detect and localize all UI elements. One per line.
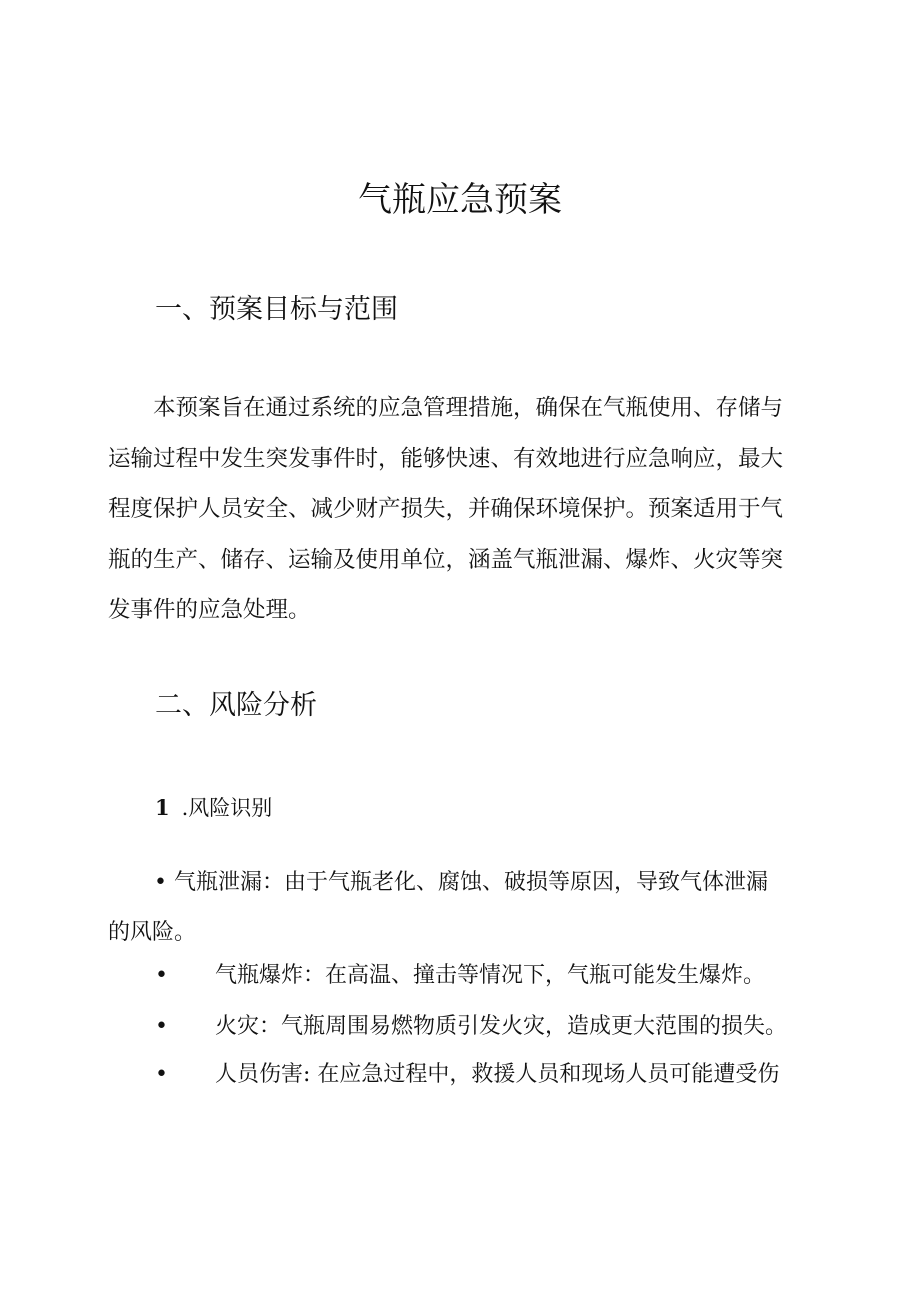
section-heading-scope: 一、预案目标与范围 <box>155 294 398 325</box>
scope-paragraph <box>108 383 808 636</box>
bullet-icon: • <box>155 1014 168 1039</box>
risk-item-leak <box>108 858 808 958</box>
paragraph-line: 运输过程中发生突发事件时，能够快速、有效地进行应急响应，最大 <box>108 445 784 472</box>
list-item <box>155 1012 820 1042</box>
risk-item-line: • 气瓶泄漏：由于气瓶老化、腐蚀、破损等原因，导致气体泄漏 <box>154 870 768 895</box>
subheading-number: 1 <box>155 795 170 820</box>
section-heading-risk: 二、风险分析 <box>155 690 317 721</box>
list-item-text: 气瓶爆炸：在高温、撞击等情况下，气瓶可能发生爆炸。 <box>215 963 766 988</box>
document-title: 气瓶应急预案 <box>358 180 562 220</box>
subheading-label: .风险识别 <box>181 796 273 820</box>
paragraph-line: 程度保护人员安全、减少财产损失，并确保环境保护。预案适用于气 <box>108 496 784 522</box>
risk-item-line: 的风险。 <box>108 920 197 945</box>
subheading-risk-identification <box>155 793 272 823</box>
list-item <box>155 961 820 991</box>
list-item-text: 人员伤害: 在应急过程中，救援人员和现场人员可能遭受伤 <box>215 1062 780 1087</box>
bullet-icon: • <box>155 963 168 988</box>
list-item <box>155 1060 820 1090</box>
paragraph-line: 发事件的应急处理。 <box>108 597 311 623</box>
paragraph-line: 本预案旨在通过系统的应急管理措施，确保在气瓶使用、存储与 <box>153 395 784 421</box>
bullet-icon: • <box>155 1062 168 1087</box>
paragraph-line: 瓶的生产、储存、运输及使用单位，涵盖气瓶泄漏、爆炸、火灾等突 <box>108 546 784 573</box>
list-item-text: 火灾：气瓶周围易燃物质引发火灾，造成更大范围的损失。 <box>215 1014 788 1039</box>
